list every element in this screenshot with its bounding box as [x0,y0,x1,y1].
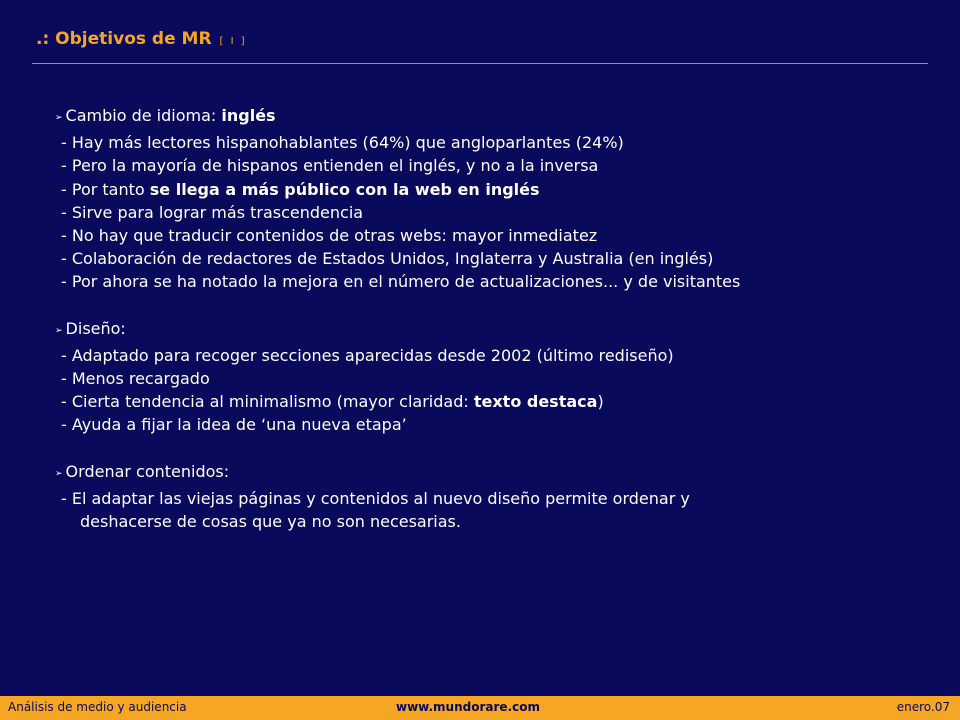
section-ordenar [40,460,930,534]
footer-bar [0,696,960,720]
slide-title-text: .: Objetivos de MR [36,29,212,49]
footer-left-text: Análisis de medio y audiencia [8,700,187,714]
list-item: - Hay más lectores hispanohablantes (64%) que angloparlantes (24%) [61,133,624,153]
section-diseno [40,317,930,437]
list-item: - Sirve para lograr más trascendencia [61,202,364,222]
arrowhead-bullet-icon: ➢ [55,468,63,479]
list-item: - El adaptar las viejas páginas y contenidos al nuevo diseño permite ordenar y [61,488,690,508]
list-item: - Menos recargado [61,369,210,389]
list-item: - Colaboración de redactores de Estados Unidos, Inglaterra y Australia (en inglés) [61,249,714,269]
list-item: - Por tanto se llega a más público con la web en inglés [61,179,540,199]
section-idioma [40,104,930,294]
title-divider [32,63,928,64]
list-item-continuation: deshacerse de cosas que ya no son necesarias. [80,512,461,532]
arrowhead-bullet-icon: ➢ [55,113,63,123]
heading-bold: inglés [221,106,276,125]
section-heading: ➢ Ordenar contenidos: [55,461,230,481]
list-item: - Pero la mayoría de hispanos entienden el inglés, y no a la inversa [61,156,599,176]
list-item: - Ayuda a fijar la idea de ‘una nueva etapa’ [61,415,407,435]
list-item: - No hay que traducir contenidos de otras webs: mayor inmediatez [61,226,598,246]
list-item: - Cierta tendencia al minimalismo (mayor claridad: texto destaca) [61,392,604,412]
slide-title [36,29,247,49]
slide-subtitle: [ I ] [219,36,247,47]
list-item: - Por ahora se ha notado la mejora en el número de actualizaciones... y de visitantes [61,272,741,292]
arrowhead-bullet-icon: ➢ [55,325,63,336]
footer-date: enero.07 [896,700,950,714]
list-item: - Adaptado para recoger secciones aparecidas desde 2002 (último rediseño) [61,345,674,365]
section-heading: ➢ Cambio de idioma: inglés [55,106,276,125]
footer-website-link[interactable]: www.mundorare.com [396,700,540,714]
slide-content [40,104,930,556]
section-heading: ➢ Diseño: [55,318,126,338]
